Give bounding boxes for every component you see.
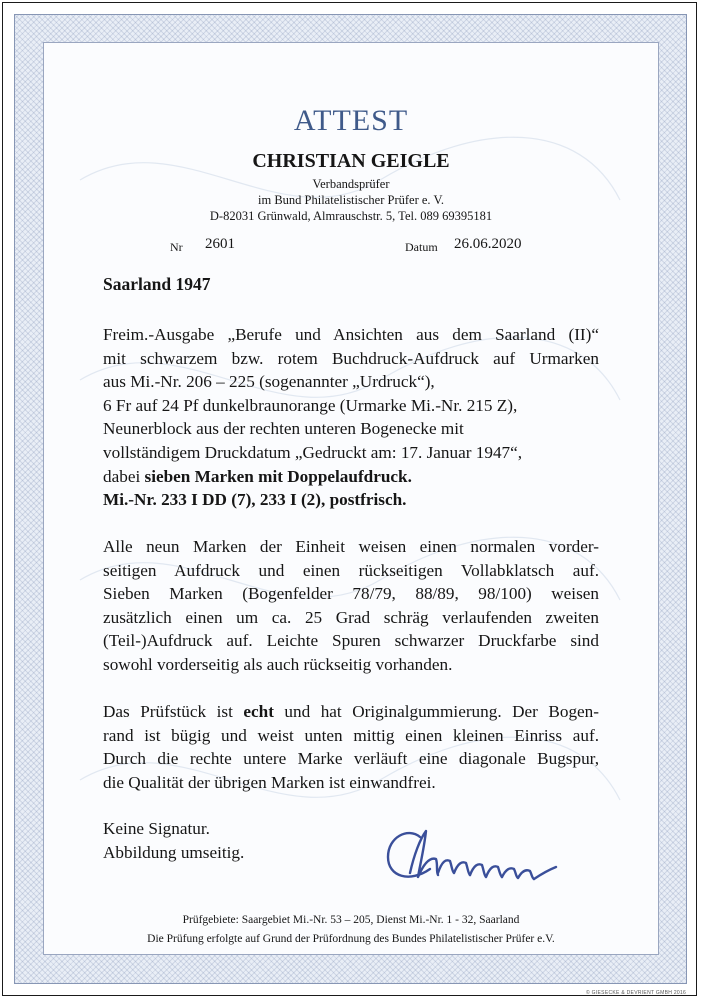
certificate-heading: Saarland 1947 — [103, 274, 211, 294]
examiner-name: CHRISTIAN GEIGLE — [252, 150, 450, 172]
footer-regulation: Die Prüfung erfolgte auf Grund der Prüfordnung des Bundes Philatelistischer Prüfer e.V. — [147, 933, 555, 945]
bold-text: echt — [243, 702, 274, 721]
examiner-address: D-82031 Grünwald, Almrauschstr. 5, Tel. 089 69395181 — [209, 209, 493, 223]
examiner-role: Verbandsprüfer — [312, 177, 390, 191]
datum-label: Datum — [405, 240, 438, 254]
text-line — [103, 488, 599, 512]
text-line: Freim.-Ausgabe „Berufe und Ansichten aus dem Saarland (II)“ — [103, 325, 599, 344]
description-paragraph — [103, 323, 599, 512]
datum-value: 26.06.2020 — [454, 236, 522, 252]
text-line: seitigen Aufdruck und einen rückseitigen Vollabklatsch auf. — [103, 560, 599, 580]
text-line: (Teil-)Aufdruck auf. Leichte Spuren schwarzer Druckfarbe sind — [103, 631, 599, 651]
attest-title: ATTEST — [293, 104, 409, 137]
text-line: Alle neun Marken der Einheit weisen einen normalen vorder- — [103, 537, 599, 556]
examiner-association: im Bund Philatelistischer Prüfer e. V. — [258, 193, 444, 207]
text-fragment: Das Prüfstück ist — [103, 702, 244, 721]
text-line: 6 Fr auf 24 Pf dunkelbraunorange (Urmarke Mi.-Nr. 215 Z), — [103, 395, 518, 415]
text-line: Keine Signatur. — [103, 819, 210, 838]
bold-text: sieben Marken mit Doppelaufdruck. — [144, 466, 412, 486]
verdict-paragraph — [103, 700, 599, 794]
text-line: mit schwarzem bzw. rotem Buchdruck-Aufdruck auf Urmarken — [103, 348, 599, 368]
copyright-notice: © GIESECKE & DEVRIENT GMBH 2016 — [586, 990, 687, 996]
text-line — [103, 465, 599, 489]
text-fragment: und hat Originalgummierung. Der Bogen- — [273, 702, 599, 721]
text-fragment: dabei — [103, 466, 145, 486]
nr-value: 2601 — [205, 236, 235, 252]
bold-text: Mi.-Nr. 233 I DD (7), 233 I (2), postfrisch. — [103, 490, 407, 510]
text-line: aus Mi.-Nr. 206 – 225 (sogenannter „Urdruck“), — [103, 372, 435, 392]
handwritten-signature — [380, 815, 580, 895]
text-line: Neunerblock aus der rechten unteren Bogenecke mit — [103, 419, 464, 439]
text-line — [103, 700, 599, 724]
text-line: die Qualität der übrigen Marken ist einwandfrei. — [103, 772, 436, 792]
text-line: vollständigem Druckdatum „Gedruckt am: 17. Januar 1947“, — [103, 442, 523, 462]
condition-paragraph — [103, 535, 599, 677]
footer-test-areas: Prüfgebiete: Saargebiet Mi.-Nr. 53 – 205, Dienst Mi.-Nr. 1 - 32, Saarland — [182, 914, 520, 926]
text-line: Sieben Marken (Bogenfelder 78/79, 88/89, 98/100) weisen — [103, 584, 599, 604]
nr-label: Nr — [170, 240, 183, 254]
text-line: rand ist bügig und weist unten mittig einen kleinen Einriss auf. — [103, 725, 599, 745]
text-line: Durch die rechte untere Marke verläuft eine diagonale Bugspur, — [103, 749, 599, 769]
text-line: sowohl vorderseitig als auch rückseitig vorhanden. — [103, 654, 453, 674]
text-line: Abbildung umseitig. — [103, 842, 245, 862]
text-line: zusätzlich einen um ca. 25 Grad schräg verlaufenden zweiten — [103, 607, 599, 627]
